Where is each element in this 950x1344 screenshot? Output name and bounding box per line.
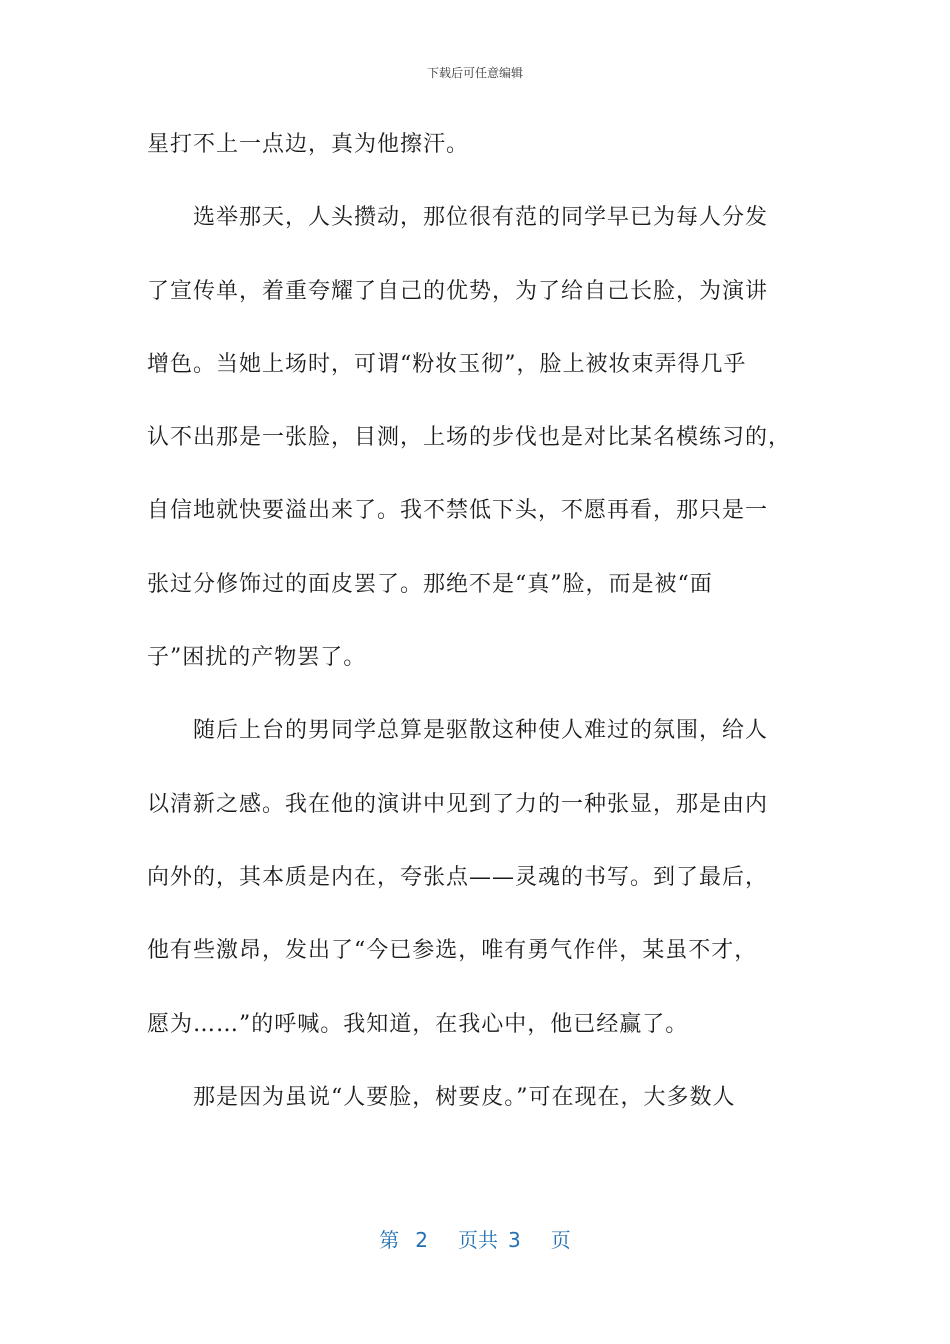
- footer-prefix: 第: [379, 1228, 400, 1252]
- text-line: 选举那天，人头攒动，那位很有范的同学早已为每人分发: [193, 205, 769, 231]
- text-line: 了宣传单，着重夸耀了自己的优势，为了给自己长脸，为演讲: [147, 278, 769, 304]
- text-line: 那是因为虽说“人要脸，树要皮。”可在现在，大多数人: [193, 1084, 736, 1110]
- text-line: 愿为……”的呼喊。我知道，在我心中，他已经赢了。: [147, 1011, 689, 1037]
- text-line: 以清新之感。我在他的演讲中见到了力的一种张显，那是由内: [147, 791, 769, 817]
- footer-suffix: 页: [550, 1228, 571, 1252]
- text-line: 他有些激昂，发出了“今已参选，唯有勇气作伴，某虽不才，: [147, 938, 758, 964]
- text-line: 随后上台的男同学总算是驱散这种使人难过的氛围，给人: [193, 718, 769, 744]
- text-line: 认不出那是一张脸，目测，上场的步伐也是对比某名模练习的，: [147, 425, 792, 451]
- text-line: 星打不上一点边，真为他擦汗。: [147, 132, 470, 157]
- footer-current-page: 2: [415, 1228, 428, 1252]
- footer-total-pages: 3: [508, 1228, 521, 1252]
- text-line: 子”困扰的产物罢了。: [147, 645, 367, 671]
- text-line: 增色。当她上场时，可谓“粉妆玉彻”，脸上被妆束弄得几乎: [147, 351, 747, 377]
- page-footer: [0, 1224, 950, 1253]
- text-line: 张过分修饰过的面皮罢了。那绝不是“真”脸，而是被“面: [147, 571, 713, 597]
- text-line: 向外的，其本质是内在，夸张点——灵魂的书写。到了最后，: [147, 864, 769, 890]
- page-header: 下载后可任意编辑: [426, 66, 523, 80]
- footer-middle: 页共: [458, 1228, 498, 1252]
- document-body: [147, 127, 807, 1153]
- text-line: 自信地就快要溢出来了。我不禁低下头，不愿再看，那只是一: [147, 498, 769, 524]
